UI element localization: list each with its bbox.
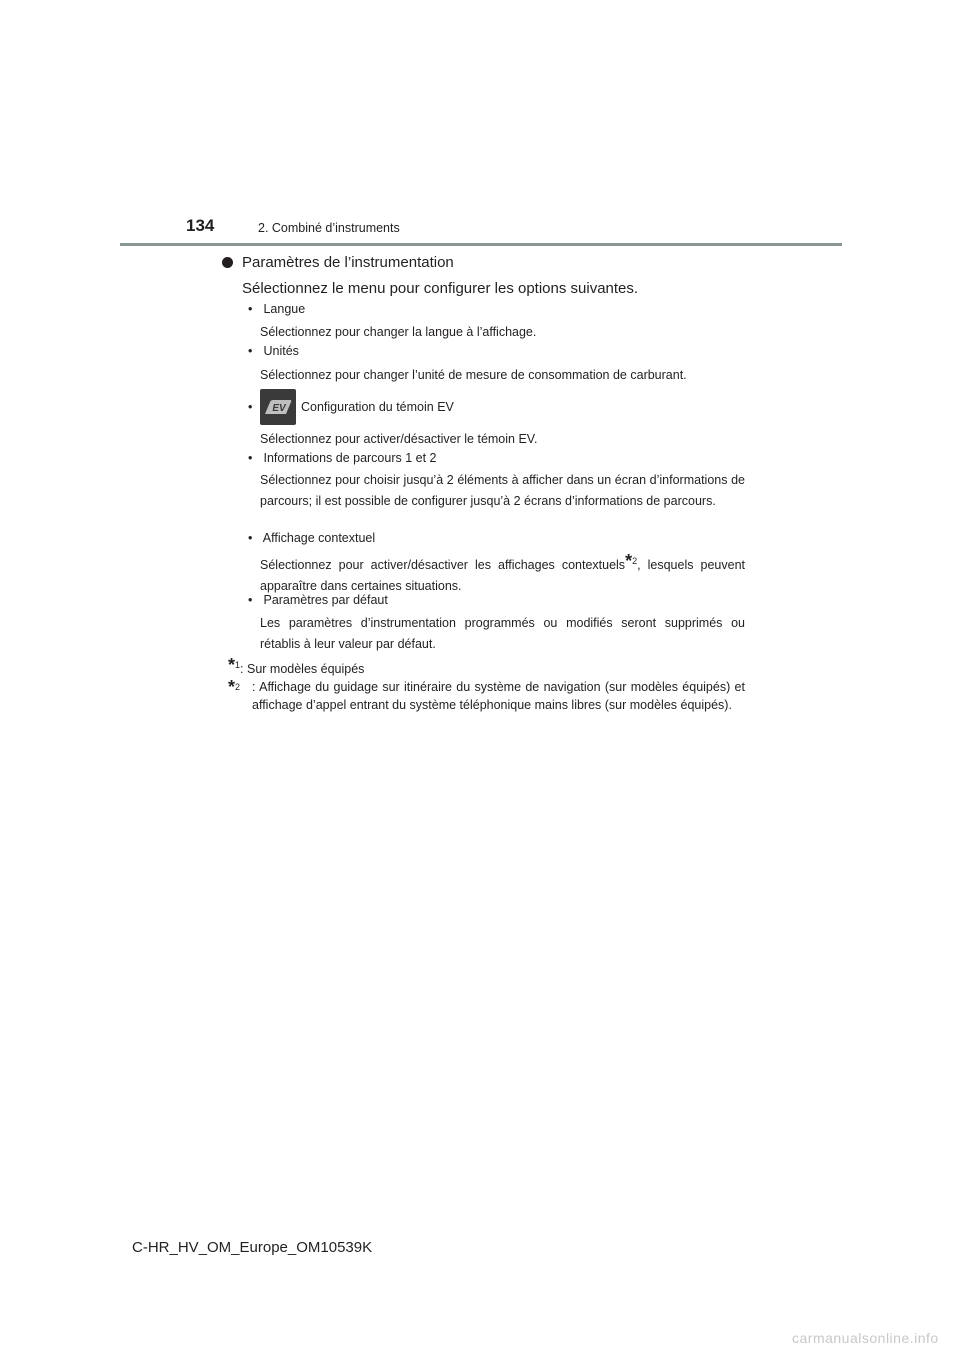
list-bullet: • (248, 302, 253, 316)
list-bullet: • (248, 344, 253, 358)
list-item (248, 344, 299, 358)
item-label: Unités (263, 344, 299, 358)
footnote-marker (228, 679, 252, 714)
item-label: Paramètres par défaut (263, 593, 388, 607)
item-description: Sélectionnez pour activer/désactiver le témoin EV. (260, 432, 538, 446)
list-item (248, 531, 375, 545)
footnote-star: * (228, 677, 236, 698)
page-number: 134 (186, 216, 215, 235)
header-rule (120, 243, 842, 246)
svg-text:EV: EV (272, 403, 286, 414)
item-label: Informations de parcours 1 et 2 (263, 451, 437, 465)
footer-doc-id: C-HR_HV_OM_Europe_OM10539K (132, 1239, 373, 1256)
footnote-text: : Affichage du guidage sur itinéraire du système de navigation (sur modèles équipés) et affichage d’appel entrant du système téléphonique mains libres (sur modèles équipés). (252, 680, 745, 712)
footnote-number: 1 (235, 660, 241, 670)
list-bullet: • (248, 531, 253, 545)
footnote (228, 657, 745, 679)
heading-bullet-icon (222, 257, 233, 268)
list-bullet: • (248, 593, 253, 607)
watermark: carmanualsonline.info (792, 1330, 939, 1346)
heading-text: Paramètres de l’instrumentation (242, 254, 454, 271)
item-label: Langue (263, 302, 306, 316)
ev-indicator-icon (260, 389, 296, 425)
list-item (248, 593, 388, 607)
footnote-star: * (228, 655, 236, 676)
item-description: Sélectionnez pour choisir jusqu’à 2 éléments à afficher dans un écran d’informations de parcours; il est possible de configurer jusqu’à 2 écrans d’informations de parcours. (260, 473, 745, 508)
footnote-number: 2 (632, 556, 638, 566)
desc-text: , lesquels peuvent apparaître dans certaines situations. (260, 558, 746, 593)
intro-text: Sélectionnez le menu pour configurer les options suivantes. (242, 280, 639, 297)
footnote-text: : Sur modèles équipés (240, 662, 365, 677)
list-item (248, 389, 454, 425)
item-description (260, 551, 745, 596)
footnote-number: 2 (235, 682, 241, 692)
list-bullet: • (248, 400, 253, 414)
heading (222, 254, 454, 271)
footnote (228, 679, 745, 714)
item-label: Configuration du témoin EV (301, 400, 454, 414)
item-description: Les paramètres d’instrumentation programmés ou modifiés seront supprimés ou rétablis à leur valeur par défaut. (260, 616, 745, 651)
section-title: 2. Combiné d’instruments (258, 221, 400, 235)
desc-text: Sélectionnez pour activer/désactiver les affichages contextuels (260, 558, 626, 573)
footnote-star: * (625, 551, 633, 572)
item-description: Sélectionnez pour changer l’unité de mesure de consommation de carburant. (260, 368, 687, 382)
list-item (248, 451, 437, 465)
item-description: Sélectionnez pour changer la langue à l’affichage. (260, 325, 537, 339)
list-item (248, 302, 305, 316)
list-bullet: • (248, 451, 253, 465)
item-label: Affichage contextuel (262, 531, 376, 545)
